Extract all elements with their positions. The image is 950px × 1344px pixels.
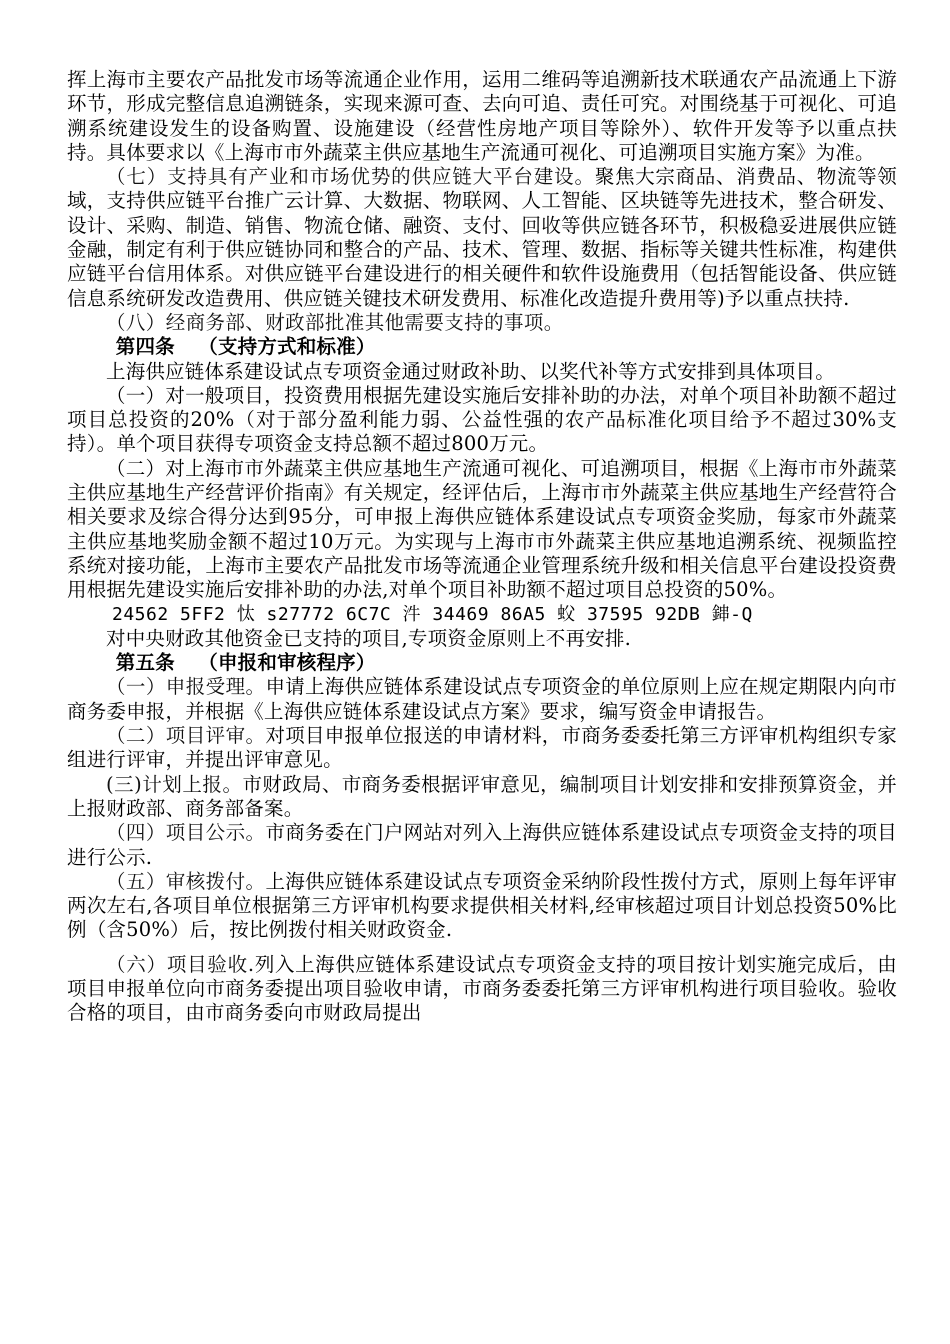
item-lead: （四）项目公示。	[106, 821, 266, 845]
garbled-code-line: 24562 5FF2 忲 s27772 6C7C 汼 34469 86A5 蚥 37595 92DB 鋛-Q	[112, 603, 753, 625]
article-4-note: 对中央财政其他资金已支持的项目,专项资金原则上不再安排.	[106, 626, 631, 650]
paragraph-gap	[67, 943, 897, 953]
item-lead: （五）审核拨付。	[106, 869, 266, 893]
paragraph-item-8	[67, 311, 897, 335]
article-5-heading	[67, 651, 897, 675]
article-subtitle: （支持方式和标准）	[198, 335, 376, 359]
article-5-item-3: (三)计划上报。市财政局、市商务委根据评审意见，编制项目计划安排和安排预算资金，并上报财政部、商务部备案。	[67, 772, 897, 820]
article-4-heading	[67, 335, 897, 359]
article-subtitle: （申报和审核程序）	[198, 651, 376, 675]
article-number: 第五条	[115, 651, 175, 675]
article-5-item-6: （六）项目验收.列入上海供应链体系建设试点专项资金支持的项目按计划实施完成后，由项目申报单位向市商务委提出项目验收申请，市商务委委托第三方评审机构进行项目验收。验收合格的项目，由市商务委向市财政局提出	[67, 952, 897, 1025]
paragraph-item-7: （七）支持具有产业和市场优势的供应链大平台建设。聚焦大宗商品、消费品、物流等领域，支持供应链平台推广云计算、大数据、物联网、人工智能、区块链等先进技术，整合研发、设计、采购、制造、销售、物流仓储、融资、支付、回收等供应链各环节，积极稳妥进展供应链金融，制定有利于供应链协同和整合的产品、技术、管理、数据、指标等关键共性标准，构建供应链平台信用体系。对供应链平台建设进行的相关硬件和软件设施费用（包括智能设备、供应链信息系统研发改造费用、供应链关键技术研发费用、标准化改造提升费用等)予以重点扶持.	[67, 165, 897, 310]
article-5-item-5: （五）审核拨付。上海供应链体系建设试点专项资金采纳阶段性拨付方式，原则上每年评审两次左右,各项目单位根据第三方评审机构要求提供相关材料,经审核超过项目计划总投资50%比例（含50%）后，按比例拨付相关财政资金.	[67, 869, 898, 942]
item-lead: （七）支持具有产业和市场优势的供应链大平台建设。	[106, 165, 595, 189]
article-number: 第四条	[115, 335, 175, 359]
item-lead: （一）申报受理。	[106, 675, 266, 699]
document-page	[67, 68, 897, 1026]
item-lead: （二）项目评审。	[106, 724, 266, 748]
article-4-item-1: （一）对一般项目，投资费用根据先建设实施后安排补助的办法，对单个项目补助额不超过项目总投资的20%（对于部分盈利能力弱、公益性强的农产品标准化项目给予不超过30%支持）。单个项目获得专项资金支持总额不超过800万元。	[67, 383, 897, 456]
article-5-item-2: （二）项目评审。对项目申报单位报送的申请材料，市商务委委托第三方评审机构组织专家组进行评审，并提出评审意见。	[67, 724, 898, 772]
item-lead: (三)计划上报。	[106, 772, 243, 796]
article-5-item-4: （四）项目公示。市商务委在门户网站对列入上海供应链体系建设试点专项资金支持的项目进行公示.	[67, 821, 898, 869]
article-4-intro: 上海供应链体系建设试点专项资金通过财政补助、以奖代补等方式安排到具体项目。	[106, 359, 835, 383]
article-5-item-1: （一）申报受理。申请上海供应链体系建设试点专项资金的单位原则上应在规定期限内向市商务委申报，并根据《上海供应链体系建设试点方案》要求，编写资金申请报告。	[67, 675, 898, 723]
item-lead: （八）经商务部、财政部批准其他需要支持的事项。	[106, 310, 564, 334]
item-lead: （六）项目验收.	[106, 952, 255, 976]
paragraph-continuation: 挥上海市主要农产品批发市场等流通企业作用，运用二维码等追溯新技术联通农产品流通上下游环节，形成完整信息追溯链条，实现来源可查、去向可追、责任可究。对围绕基于可视化、可追溯系统建设发生的设备购置、设施建设（经营性房地产项目等除外）、软件开发等予以重点扶持。具体要求以《上海市市外蔬菜主供应基地生产流通可视化、可追溯项目实施方案》为准。	[67, 68, 897, 164]
article-4-item-2: （二）对上海市市外蔬菜主供应基地生产流通可视化、可追溯项目，根据《上海市市外蔬菜主供应基地生产经营评价指南》有关规定，经评估后，上海市市外蔬菜主供应基地生产经营符合相关要求及综合得分达到95分，可申报上海供应链体系建设试点专项资金奖励，每家市外蔬菜主供应基地奖励金额不超过10万元。为实现与上海市市外蔬菜主供应基地追溯系统、视频监控系统对接功能，上海市主要农产品批发市场等流通企业管理系统升级和相关信息平台建设投资费用根据先建设实施后安排补助的办法,对单个项目补助额不超过项目总投资的50%。	[67, 456, 897, 602]
